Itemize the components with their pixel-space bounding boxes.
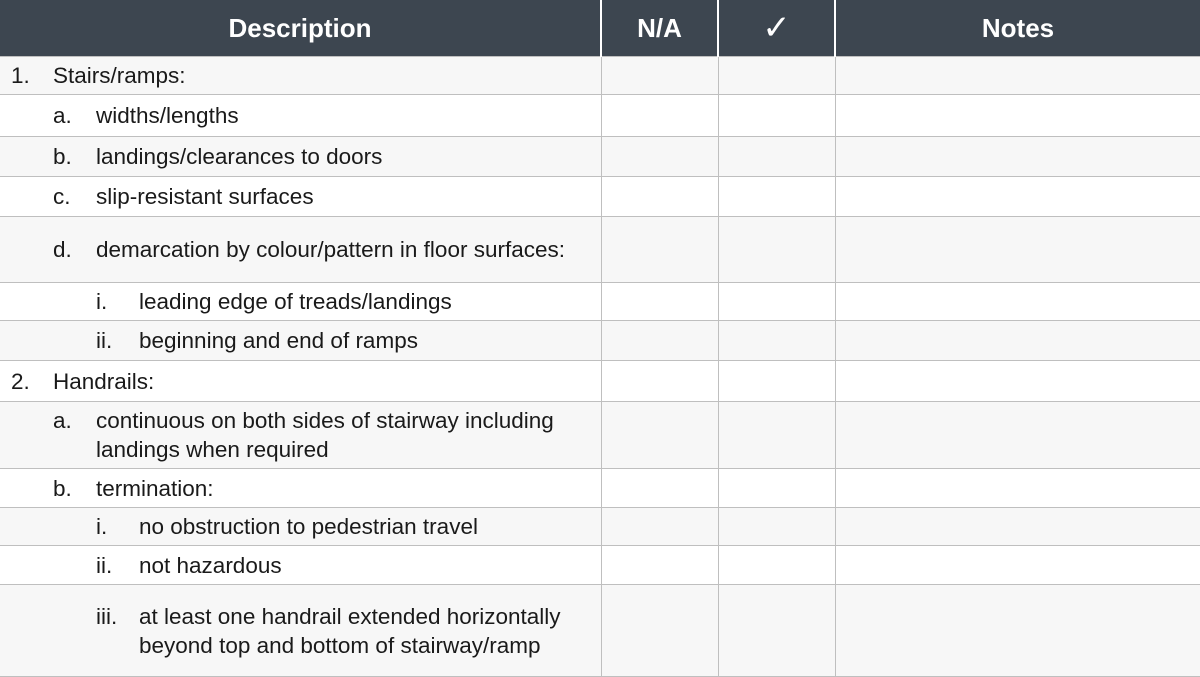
header-description: Description: [0, 0, 601, 57]
notes-cell[interactable]: [835, 546, 1200, 585]
item-text: not hazardous: [139, 552, 282, 578]
description-cell: [0, 95, 601, 137]
table-row: [0, 585, 1200, 677]
notes-cell[interactable]: [835, 177, 1200, 217]
item-number: b.: [53, 475, 72, 501]
table-body: [0, 57, 1200, 677]
description-cell: [0, 321, 601, 361]
item-text: leading edge of treads/landings: [139, 289, 452, 314]
check-cell[interactable]: [718, 177, 835, 217]
notes-cell[interactable]: [835, 137, 1200, 177]
notes-cell[interactable]: [835, 321, 1200, 361]
na-cell[interactable]: [601, 57, 718, 95]
checkmark-icon: ✓: [762, 8, 791, 48]
check-cell[interactable]: [718, 361, 835, 402]
item-number: 1.: [11, 63, 30, 88]
table-row: [0, 508, 1200, 546]
description-cell: [0, 177, 601, 217]
item-text: slip-resistant surfaces: [96, 184, 314, 209]
description-cell: [0, 283, 601, 321]
item-number: ii.: [96, 328, 113, 353]
item-text: no obstruction to pedestrian travel: [139, 514, 478, 539]
na-cell[interactable]: [601, 402, 718, 469]
na-cell[interactable]: [601, 546, 718, 585]
check-cell[interactable]: [718, 469, 835, 508]
description-cell: [0, 469, 601, 508]
item-number: d.: [53, 237, 72, 262]
item-number: ii.: [96, 552, 113, 578]
table-row: [0, 402, 1200, 469]
description-cell: [0, 585, 601, 677]
check-cell[interactable]: [718, 217, 835, 283]
na-cell[interactable]: [601, 95, 718, 137]
table-row: [0, 469, 1200, 508]
header-na: N/A: [601, 0, 718, 57]
na-cell[interactable]: [601, 137, 718, 177]
na-cell[interactable]: [601, 469, 718, 508]
item-number: c.: [53, 184, 71, 209]
na-cell[interactable]: [601, 177, 718, 217]
na-cell[interactable]: [601, 361, 718, 402]
table-header: [0, 0, 1200, 57]
check-cell[interactable]: [718, 95, 835, 137]
notes-cell[interactable]: [835, 361, 1200, 402]
table-row: [0, 217, 1200, 283]
item-text: widths/lengths: [96, 103, 239, 128]
check-cell[interactable]: [718, 137, 835, 177]
item-text: continuous on both sides of stairway including landings when required: [96, 408, 554, 462]
na-cell[interactable]: [601, 585, 718, 677]
description-cell: [0, 217, 601, 283]
na-cell[interactable]: [601, 508, 718, 546]
item-text: beginning and end of ramps: [139, 328, 418, 353]
item-text: Stairs/ramps:: [53, 63, 186, 88]
check-cell[interactable]: [718, 402, 835, 469]
item-text: demarcation by colour/pattern in floor surfaces:: [96, 237, 565, 262]
description-cell: [0, 508, 601, 546]
table-row: [0, 95, 1200, 137]
notes-cell[interactable]: [835, 283, 1200, 321]
item-text: landings/clearances to doors: [96, 144, 383, 169]
description-cell: [0, 546, 601, 585]
na-cell[interactable]: [601, 217, 718, 283]
na-cell[interactable]: [601, 283, 718, 321]
item-number: b.: [53, 144, 72, 169]
table-row: [0, 361, 1200, 402]
check-cell[interactable]: [718, 321, 835, 361]
header-notes: Notes: [835, 0, 1200, 57]
notes-cell[interactable]: [835, 217, 1200, 283]
notes-cell[interactable]: [835, 95, 1200, 137]
item-text: Handrails:: [53, 368, 155, 394]
table-row: [0, 177, 1200, 217]
check-cell[interactable]: [718, 283, 835, 321]
table-row: [0, 57, 1200, 95]
table-row: [0, 321, 1200, 361]
item-text: at least one handrail extended horizontally beyond top and bottom of stairway/ramp: [139, 603, 561, 658]
description-cell: [0, 361, 601, 402]
header-row: [0, 0, 1200, 57]
check-cell[interactable]: [718, 585, 835, 677]
check-cell[interactable]: [718, 57, 835, 95]
table-row: [0, 546, 1200, 585]
table-row: [0, 283, 1200, 321]
item-number: a.: [53, 408, 72, 433]
notes-cell[interactable]: [835, 57, 1200, 95]
notes-cell[interactable]: [835, 402, 1200, 469]
item-number: i.: [96, 514, 108, 539]
table-row: [0, 137, 1200, 177]
item-number: i.: [96, 289, 108, 314]
header-check: [718, 0, 835, 57]
item-number: iii.: [96, 603, 118, 629]
item-number: 2.: [11, 368, 30, 394]
notes-cell[interactable]: [835, 508, 1200, 546]
item-number: a.: [53, 103, 72, 128]
notes-cell[interactable]: [835, 585, 1200, 677]
item-text: termination:: [96, 475, 214, 501]
description-cell: [0, 402, 601, 469]
description-cell: [0, 57, 601, 95]
notes-cell[interactable]: [835, 469, 1200, 508]
description-cell: [0, 137, 601, 177]
na-cell[interactable]: [601, 321, 718, 361]
check-cell[interactable]: [718, 508, 835, 546]
check-cell[interactable]: [718, 546, 835, 585]
